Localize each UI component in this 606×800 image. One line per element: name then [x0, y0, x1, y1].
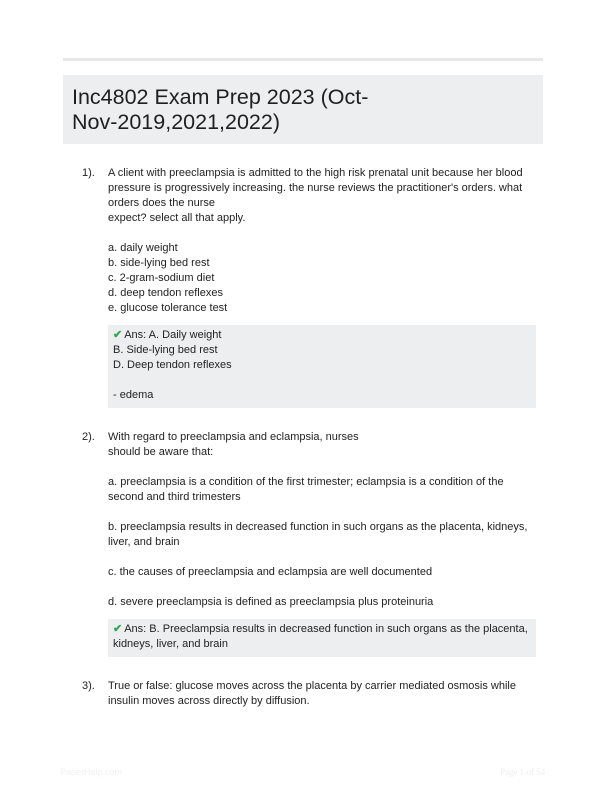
watermark: PaperHelp.com [60, 767, 123, 777]
question-2 [82, 430, 537, 657]
option-a: a. daily weight [108, 242, 178, 254]
page-title: Inc4802 Exam Prep 2023 (Oct-Nov-2019,2021,2022) [72, 85, 369, 134]
question-text: True or false: glucose moves across the placenta by carrier mediated osmosis while insulin moves across directly by diffusion. [108, 680, 516, 707]
question-number: 3). [82, 680, 95, 692]
question-text: expect? select all that apply. [108, 212, 246, 224]
question-number: 2). [82, 431, 95, 443]
option-d: d. severe preeclampsia is defined as preeclampsia plus proteinuria [108, 596, 434, 608]
answer-text: Ans: B. Preeclampsia results in decreased function in such organs as the placenta, kidneys, liver, and brain [113, 623, 528, 650]
page-number: Page 1 of 54 [500, 767, 546, 777]
question-text: should be aware that: [108, 446, 214, 458]
top-divider [63, 58, 543, 61]
question-text: pressure is progressively increasing. the nurse reviews the practitioner's orders. what [108, 182, 523, 194]
question-text: With regard to preeclampsia and eclampsia, nurses [108, 431, 359, 443]
question-number: 1). [82, 167, 95, 179]
option-c: c. the causes of preeclampsia and eclampsia are well documented [108, 566, 433, 578]
option-b: b. side-lying bed rest [108, 257, 210, 269]
answer-text: - edema [113, 389, 154, 401]
option-a: a. preeclampsia is a condition of the first trimester; eclampsia is a condition of the second and third trimesters [108, 476, 504, 503]
title-banner [63, 75, 543, 144]
answer-text: D. Deep tendon reflexes [113, 359, 232, 371]
option-e: e. glucose tolerance test [108, 302, 228, 314]
question-1 [82, 166, 537, 408]
check-icon: ✔ [113, 623, 123, 635]
question-text: A client with preeclampsia is admitted to the high risk prenatal unit because her blood [108, 167, 523, 179]
answer-box [108, 325, 536, 408]
option-d: d. deep tendon reflexes [108, 287, 223, 299]
question-3 [82, 679, 537, 709]
answer-box [108, 619, 536, 657]
answer-text: Ans: A. Daily weight [124, 329, 222, 341]
check-icon: ✔ [113, 329, 123, 341]
question-text: orders does the nurse [108, 197, 216, 209]
option-b: b. preeclampsia results in decreased function in such organs as the placenta, kidneys, liver, and brain [108, 521, 528, 548]
answer-text: B. Side-lying bed rest [113, 344, 218, 356]
option-c: c. 2-gram-sodium diet [108, 272, 215, 284]
